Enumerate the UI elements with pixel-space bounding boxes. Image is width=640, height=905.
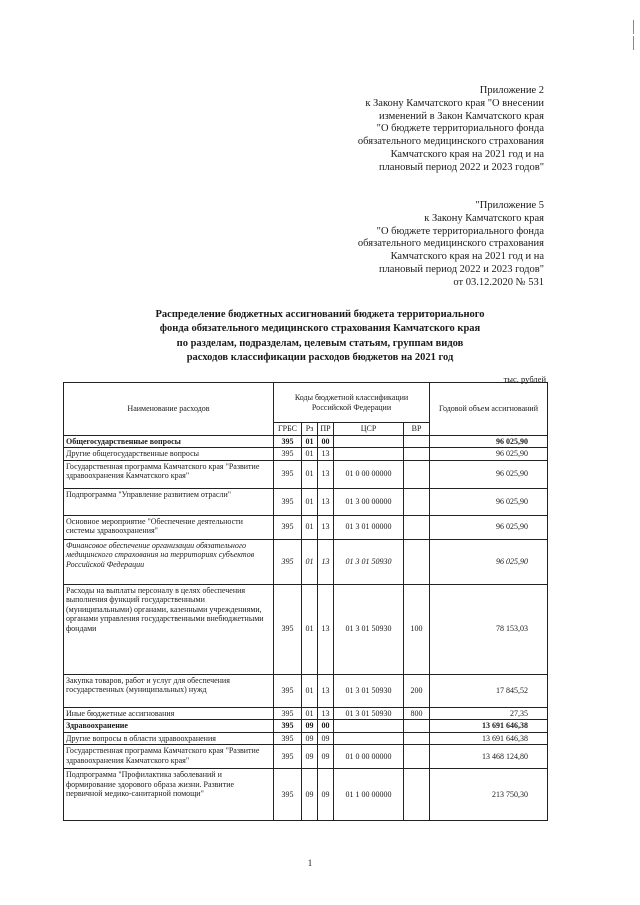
header-total: Годовой объем ассигнований (430, 383, 548, 436)
cell-vr (404, 460, 430, 488)
scan-mark (633, 20, 634, 34)
annex-line: Камчатского края на 2021 год и на (390, 251, 544, 263)
cell-vr: 800 (404, 707, 430, 720)
cell-rz: 09 (302, 769, 318, 821)
cell-vr (404, 539, 430, 584)
cell-csr: 01 1 00 00000 (334, 769, 404, 821)
cell-rz: 09 (302, 732, 318, 745)
cell-grbs: 395 (274, 448, 302, 461)
cell-name: Расходы на выплаты персоналу в целях обеспечения выполнения функций государственными (муниципальными) органами, казенными учреждениями, органами управления государственными внебюджетными фондами (64, 584, 274, 674)
header-codes: Коды бюджетной классификации Российской Федерации (274, 383, 430, 423)
cell-grbs: 395 (274, 707, 302, 720)
cell-rz: 01 (302, 707, 318, 720)
cell-grbs: 395 (274, 769, 302, 821)
cell-vr (404, 448, 430, 461)
table-header-row (64, 383, 548, 423)
cell-rz: 01 (302, 584, 318, 674)
cell-csr (334, 435, 404, 448)
cell-grbs: 395 (274, 488, 302, 515)
table-row (64, 674, 548, 707)
cell-grbs: 395 (274, 539, 302, 584)
cell-grbs: 395 (274, 720, 302, 733)
cell-vr (404, 488, 430, 515)
cell-grbs: 395 (274, 584, 302, 674)
cell-rz: 01 (302, 448, 318, 461)
header-grbs: ГРБС (274, 423, 302, 436)
table-row (64, 769, 548, 821)
title-line: расходов классификации расходов бюджетов на 2021 год (186, 352, 454, 364)
cell-amount: 213 750,30 (430, 769, 548, 821)
cell-grbs: 395 (274, 674, 302, 707)
cell-pr: 09 (318, 732, 334, 745)
table-row (64, 707, 548, 720)
cell-name: Подпрограмма "Профилактика заболеваний и формирование здорового образа жизни. Развитие первичной медико-санитарной помощи" (64, 769, 274, 821)
cell-vr: 200 (404, 674, 430, 707)
annex-line: к Закону Камчатского края "О внесении (365, 97, 544, 109)
cell-pr: 13 (318, 539, 334, 584)
cell-name: Подпрограмма "Управление развитием отрасли" (64, 488, 274, 515)
cell-rz: 01 (302, 539, 318, 584)
cell-csr: 01 0 00 00000 (334, 460, 404, 488)
cell-csr: 01 3 01 00000 (334, 515, 404, 539)
header-vr: ВР (404, 423, 430, 436)
title-line: Распределение бюджетных ассигнований бюджета территориального (155, 309, 485, 320)
annex-line: Камчатского края на 2021 год и на (390, 148, 544, 160)
table-row (64, 435, 548, 448)
cell-csr (334, 720, 404, 733)
cell-name: Здравоохранение (64, 720, 274, 733)
cell-grbs: 395 (274, 745, 302, 769)
cell-amount: 96 025,90 (430, 460, 548, 488)
cell-pr: 00 (318, 435, 334, 448)
header-csr: ЦСР (334, 423, 404, 436)
cell-amount: 13 691 646,38 (430, 720, 548, 733)
cell-pr: 09 (318, 769, 334, 821)
cell-name: Общегосударственные вопросы (64, 435, 274, 448)
cell-vr (404, 720, 430, 733)
cell-rz: 09 (302, 720, 318, 733)
cell-rz: 01 (302, 674, 318, 707)
cell-pr: 00 (318, 720, 334, 733)
cell-vr (404, 769, 430, 821)
units-label: тыс. рублей (503, 374, 546, 384)
table-row (64, 732, 548, 745)
header-pr: ПР (318, 423, 334, 436)
cell-pr: 13 (318, 707, 334, 720)
budget-table (63, 382, 548, 821)
table-row (64, 488, 548, 515)
cell-vr (404, 515, 430, 539)
header-rz: Рз (302, 423, 318, 436)
cell-amount: 96 025,90 (430, 435, 548, 448)
cell-amount: 78 153,03 (430, 584, 548, 674)
cell-name: Государственная программа Камчатского края "Развитие здравоохранения Камчатского края" (64, 745, 274, 769)
cell-amount: 96 025,90 (430, 539, 548, 584)
cell-pr: 13 (318, 515, 334, 539)
cell-name: Другие вопросы в области здравоохранения (64, 732, 274, 745)
cell-vr (404, 745, 430, 769)
cell-pr: 13 (318, 460, 334, 488)
annex-line: изменений в Закон Камчатского края (378, 110, 544, 122)
cell-amount: 27,35 (430, 707, 548, 720)
cell-csr (334, 448, 404, 461)
table-row (64, 720, 548, 733)
cell-grbs: 395 (274, 435, 302, 448)
cell-pr: 13 (318, 584, 334, 674)
document-title (0, 308, 640, 366)
cell-amount: 96 025,90 (430, 488, 548, 515)
cell-name: Другие общегосударственные вопросы (64, 448, 274, 461)
annex-line: Приложение 2 (479, 85, 544, 96)
table-row (64, 460, 548, 488)
cell-rz: 01 (302, 515, 318, 539)
cell-csr: 01 3 00 00000 (334, 488, 404, 515)
cell-vr: 100 (404, 584, 430, 674)
annex-line: плановый период 2022 и 2023 годов" (378, 161, 544, 173)
cell-pr: 13 (318, 448, 334, 461)
title-line: по разделам, подразделам, целевым статьям, группам видов (176, 337, 464, 349)
cell-grbs: 395 (274, 515, 302, 539)
cell-csr (334, 732, 404, 745)
annex-line: обязательного медицинского страхования (357, 238, 544, 250)
annex-line: "О бюджете территориального фонда (376, 123, 544, 135)
cell-name: Основное мероприятие "Обеспечение деятельности системы здравоохранения" (64, 515, 274, 539)
scan-mark (633, 36, 634, 50)
annex-line: "Приложение 5 (475, 200, 544, 211)
header-name: Наименование расходов (64, 383, 274, 436)
table-row (64, 584, 548, 674)
table-row (64, 745, 548, 769)
annex-5-heading (358, 200, 544, 290)
annex-line: "О бюджете территориального фонда (376, 225, 544, 237)
table-row (64, 515, 548, 539)
cell-pr: 09 (318, 745, 334, 769)
cell-amount: 96 025,90 (430, 448, 548, 461)
cell-csr: 01 0 00 00000 (334, 745, 404, 769)
annex-line: от 03.12.2020 № 531 (453, 276, 544, 288)
cell-grbs: 395 (274, 460, 302, 488)
cell-csr: 01 3 01 50930 (334, 674, 404, 707)
cell-pr: 13 (318, 488, 334, 515)
cell-name: Финансовое обеспечение организации обязательного медицинского страхования на территориях субъектов Российской Федерации (64, 539, 274, 584)
cell-rz: 01 (302, 488, 318, 515)
cell-name: Иные бюджетные ассигнования (64, 707, 274, 720)
cell-csr: 01 3 01 50930 (334, 584, 404, 674)
annex-line: плановый период 2022 и 2023 годов" (378, 263, 544, 275)
cell-grbs: 395 (274, 732, 302, 745)
cell-amount: 13 691 646,38 (430, 732, 548, 745)
table-row (64, 539, 548, 584)
cell-name: Закупка товаров, работ и услуг для обеспечения государственных (муниципальных) нужд (64, 674, 274, 707)
page-number: 1 (307, 858, 313, 868)
cell-amount: 96 025,90 (430, 515, 548, 539)
cell-vr (404, 435, 430, 448)
cell-vr (404, 732, 430, 745)
annex-line: обязательного медицинского страхования (357, 136, 544, 148)
cell-pr: 13 (318, 674, 334, 707)
cell-rz: 01 (302, 435, 318, 448)
cell-rz: 01 (302, 460, 318, 488)
cell-csr: 01 3 01 50930 (334, 707, 404, 720)
annex-line: к Закону Камчатского края (424, 212, 544, 224)
table-row (64, 448, 548, 461)
cell-name: Государственная программа Камчатского края "Развитие здравоохранения Камчатского края" (64, 460, 274, 488)
title-line: фонда обязательного медицинского страхования Камчатского края (159, 323, 481, 335)
cell-rz: 09 (302, 745, 318, 769)
annex-2-heading (358, 85, 544, 175)
cell-csr: 01 3 01 50930 (334, 539, 404, 584)
cell-amount: 17 845,52 (430, 674, 548, 707)
cell-amount: 13 468 124,80 (430, 745, 548, 769)
